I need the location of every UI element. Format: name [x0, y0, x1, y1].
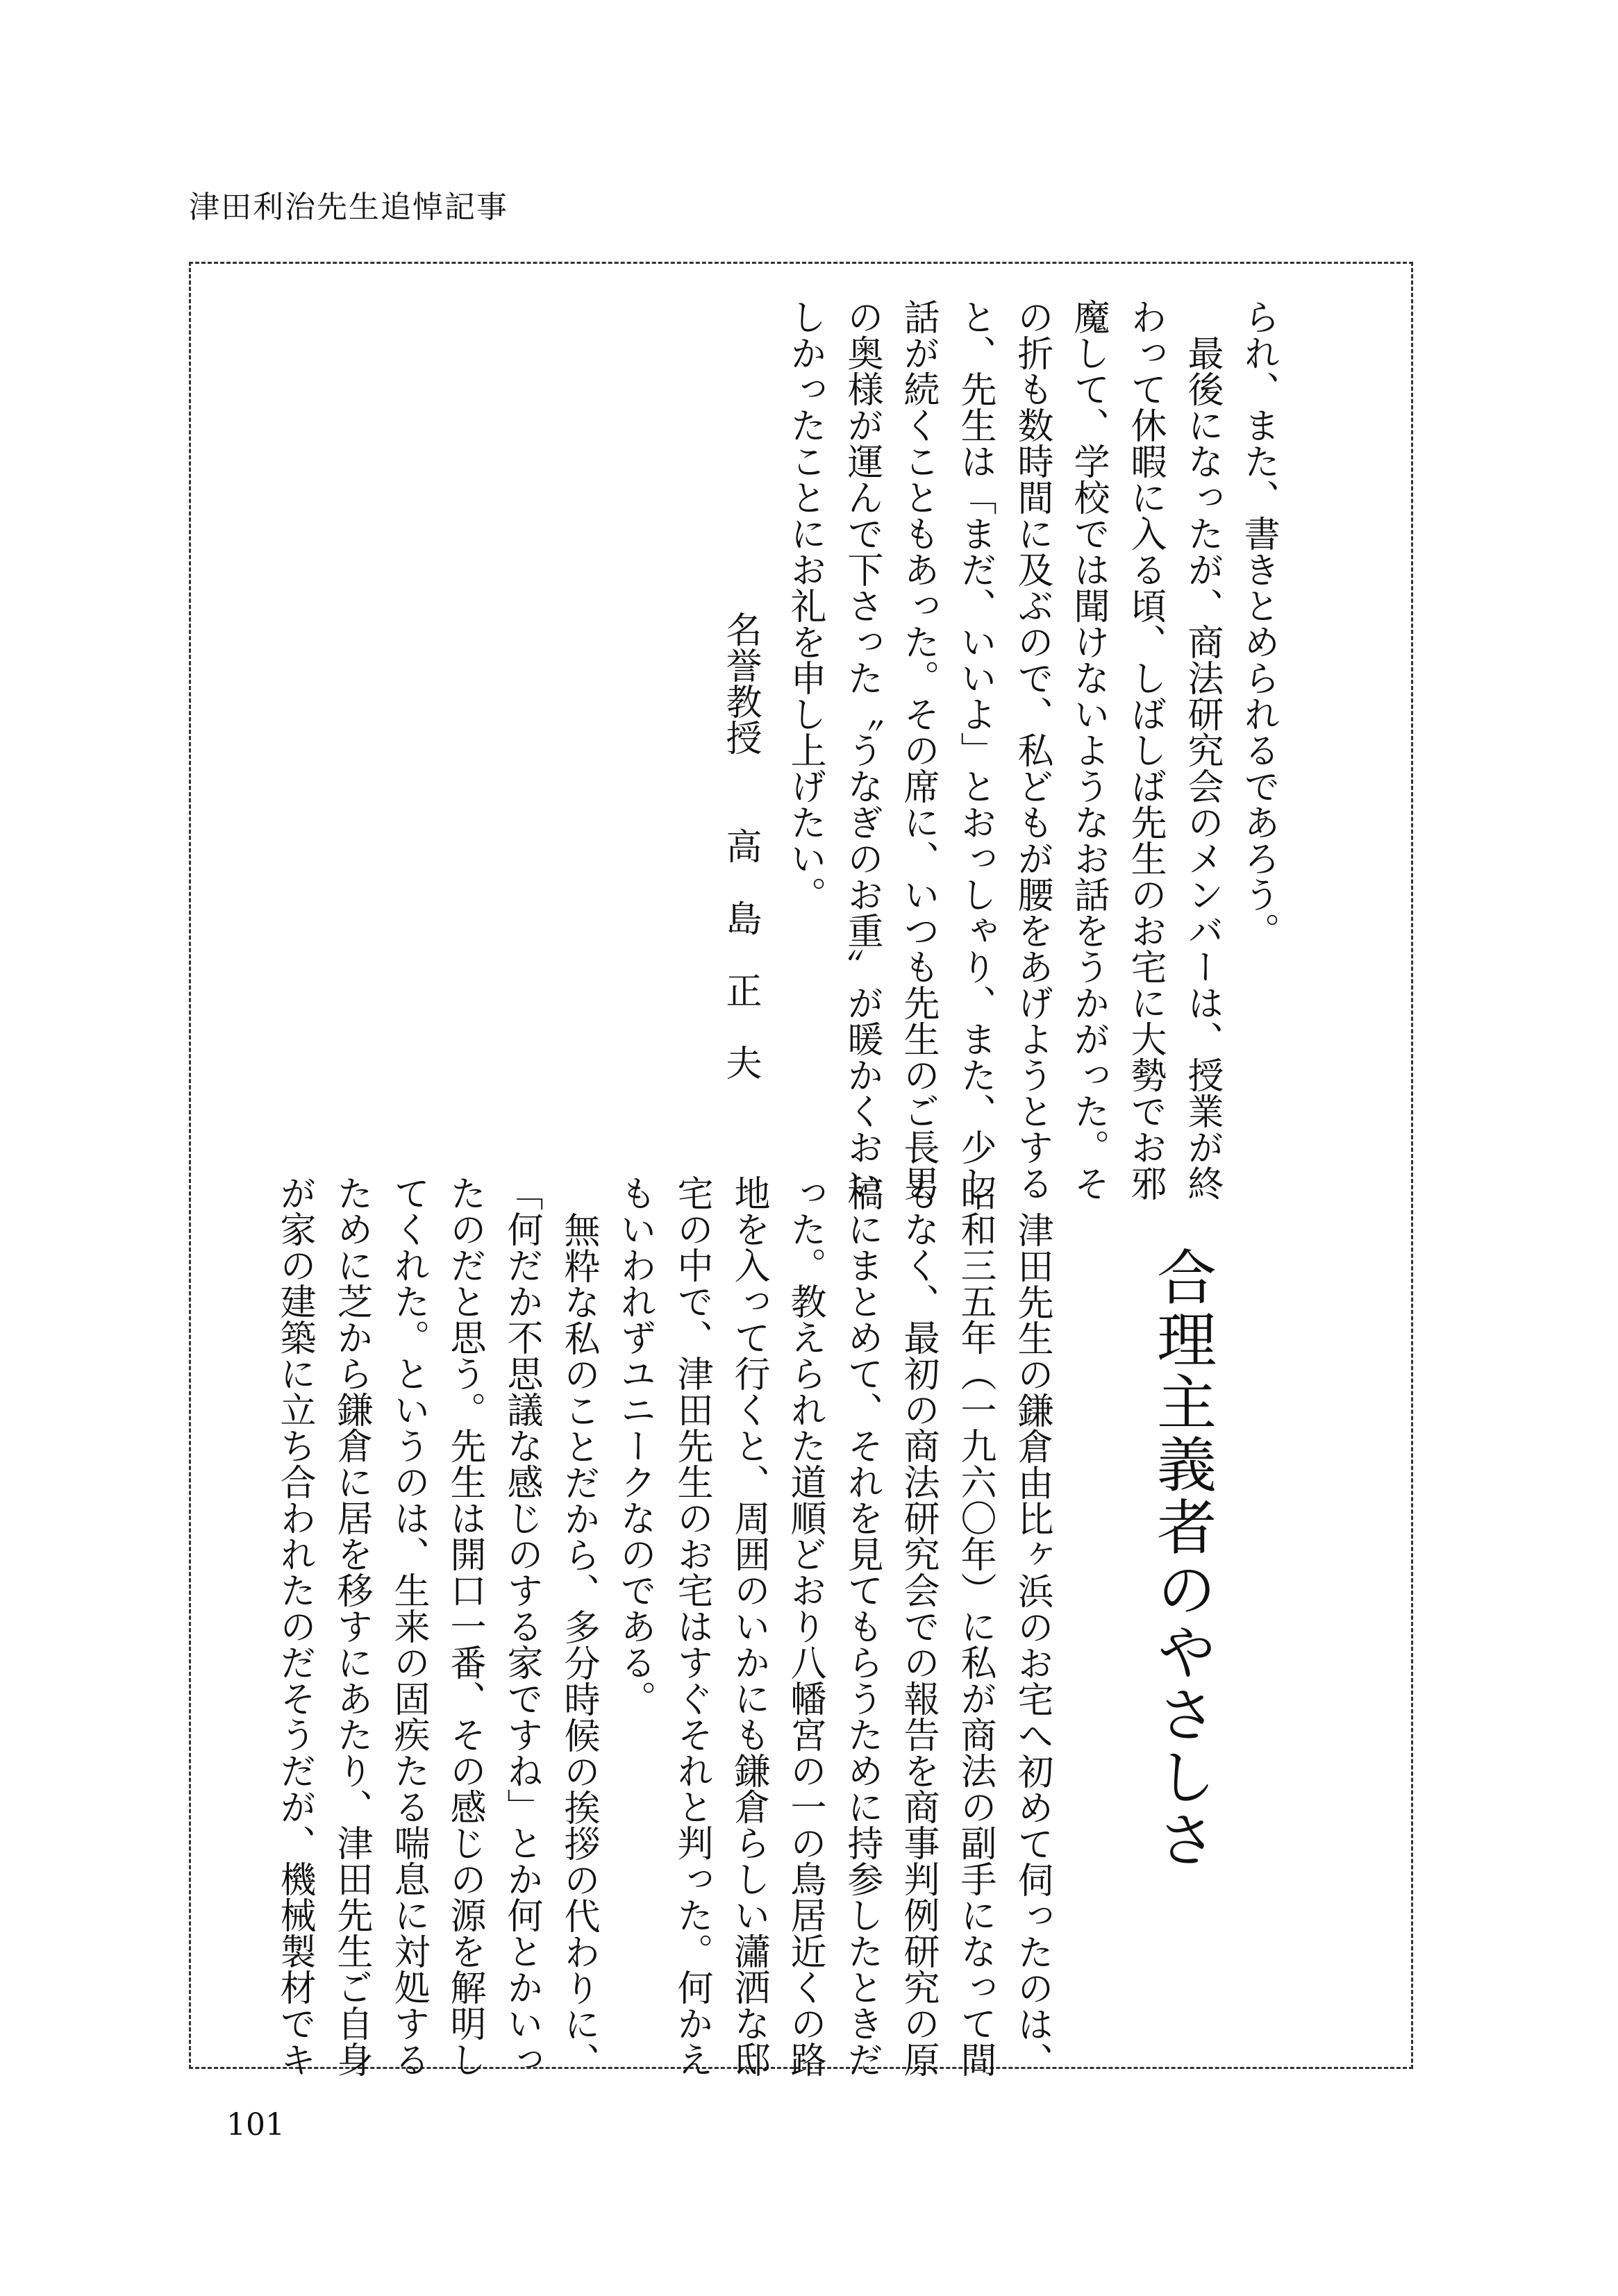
page-number: 101: [226, 2107, 285, 2143]
text-line: 宅の中で、津田先生のお宅はすぐそれと判った。何かえ: [671, 1175, 712, 2077]
text-line: ために芝から鎌倉に居を移すにあたり、津田先生ご自身: [331, 1175, 372, 2077]
text-line: 無粋な私のことだから、多分時候の挨拶の代わりに、: [558, 1212, 599, 2078]
text-line: 「何だか不思議な感じのする家ですね」とか何とかいっ: [501, 1175, 542, 2077]
text-line: てくれた。というのは、生来の固疾たる喘息に対処する: [387, 1175, 429, 2077]
text-line: の折も数時間に及ぶので、私どもが腰をあげようとする: [1011, 299, 1053, 1201]
text-line: の奥様が運んで下さった〝うなぎのお重〟が暖かくおい: [841, 299, 883, 1201]
text-line: 昭和三五年（一九六〇年）に私が商法の副手になって間: [954, 1175, 996, 2077]
running-header: 津田利治先生追悼記事: [189, 190, 508, 225]
author-signature: 名誉教授 高 島 正 夫: [719, 611, 761, 1080]
text-line: 津田先生の鎌倉由比ヶ浜のお宅へ初めて伺ったのは、: [1011, 1212, 1053, 2078]
article-title: 合理主義者のやさしさ: [1146, 1246, 1216, 1871]
text-line: もなく、最初の商法研究会での報告を商事判例研究の原: [897, 1175, 939, 2077]
text-line: られ、また、書きとめられるであろう。: [1237, 299, 1279, 948]
text-line: たのだと思う。先生は開口一番、その感じの源を解明し: [444, 1175, 485, 2077]
text-line: 地を入って行くと、周囲のいかにも鎌倉らしい瀟洒な邸: [728, 1175, 769, 2077]
text-line: と、先生は「まだ、いいよ」とおっしゃり、また、少し: [954, 299, 996, 1201]
text-line: 稿にまとめて、それを見てもらうために持参したときだ: [841, 1175, 883, 2077]
text-line: しかったことにお礼を申し上げたい。: [784, 299, 826, 912]
text-line: った。教えられた道順どおり八幡宮の一の鳥居近くの路: [784, 1175, 826, 2077]
text-line: もいわれずユニークなのである。: [614, 1175, 656, 1716]
text-line: が家の建築に立ち合われたのだそうだが、機械製材でキ: [274, 1175, 315, 2077]
text-line: 魔して、学校では聞けないようなお話をうかがった。そ: [1067, 299, 1109, 1201]
text-line: わって休暇に入る頃、しばしば先生のお宅に大勢でお邪: [1124, 299, 1166, 1201]
text-line: 話が続くこともあった。その席に、いつも先生のご長男: [897, 299, 939, 1201]
text-line: 最後になったが、商法研究会のメンバーは、授業が終: [1181, 335, 1223, 1201]
